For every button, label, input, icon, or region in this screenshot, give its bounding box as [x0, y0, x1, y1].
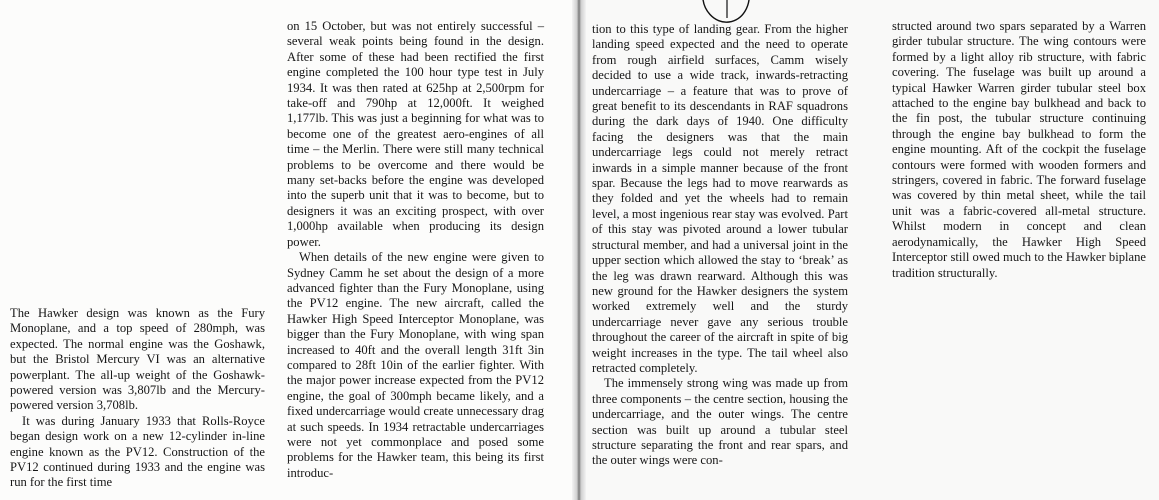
book-gutter: [572, 0, 586, 500]
paragraph: structed around two spars separated by a Warren girder tubular structure. The wing contours were formed by a light alloy rib structure, with fabric covering. The fuselage was built up around a typical Hawker Warren girder tubular steel box attached to the engine bay bulkhead and back to the fin post, the tubular structure continuing through the engine bay bulkhead to form the engine mounting. Aft of the cockpit the fuselage contours were formed with wooden formers and stringers, covered in fabric. The forward fuselage was covered by thin metal sheet, while the tail unit was a fabric-covered all-metal structure. Whilst modern in concept and clean aerodynamically, the Hawker High Speed Interceptor still owed much to the Hawker biplane tradition structurally.: [892, 19, 1146, 280]
text-column-2: [287, 19, 544, 481]
text-column-1: [10, 306, 265, 491]
text-column-4: [892, 19, 1146, 281]
right-page: [582, 0, 1159, 500]
paragraph: tion to this type of landing gear. From the higher landing speed expected and the need to operate from rough airfield surfaces, Camm wisely decided to use a wide track, inwards-retracting undercarriage – a feature that was to prove of great benefit to its descendants in RAF squadrons during the dark days of 1940. One difficulty facing the designers was that the main undercarriage legs could not merely retract inwards in a simple manner because of the front spar. Because the legs had to move rearwards as they folded and yet the wheels had to remain level, a most ingenious rear stay was evolved. Part of this stay was pivoted around a lower tubular structural member, and had a universal joint in the upper section which allowed the stay to ‘break’ as the leg was drawn rearward. Although this was new ground for the Hawker designers the system worked extremely well and the sturdy undercarriage never gave any serious trouble throughout the career of the aircraft in spite of big weight increases in the type. The tail wheel also retracted completely.: [592, 22, 848, 375]
paragraph: The immensely strong wing was made up from three components – the centre section, housing the undercarriage, and the outer wings. The centre section was built up around a tubular steel structure separating the front and rear spars, and the outer wings were con-: [592, 376, 848, 468]
paragraph: The Hawker design was known as the Fury Monoplane, and a top speed of 280mph, was expected. The normal engine was the Goshawk, but the Bristol Mercury VI was an alternative powerplant. The all-up weight of the Goshawk-powered version was 3,807lb and the Mercury-powered version 3,708lb.: [10, 306, 265, 413]
paragraph: It was during January 1933 that Rolls-Royce began design work on a new 12-cylinder in-line engine known as the PV12. Construction of the PV12 continued during 1933 and the engine was run for the first time: [10, 413, 265, 490]
left-page: [0, 0, 576, 500]
paragraph: on 15 October, but was not entirely successful – several weak points being found in the design. After some of these had been rectified the first engine completed the 100 hour type test in July 1934. It was then rated at 625hp at 2,500rpm for take-off and 790hp at 12,000ft. It weighed 1,177lb. This was just a beginning for what was to become one of the greatest aero-engines of all time – the Merlin. There were still many technical problems to be overcome and there would be many set-backs before the engine was developed into the superb unit that it was to become, but to designers it was an exciting prospect, with over 1,000hp available when producing its design power.: [287, 19, 544, 249]
paragraph: When details of the new engine were given to Sydney Camm he set about the design of a more advanced fighter than the Fury Monoplane, using the PV12 engine. The new aircraft, called the Hawker High Speed Interceptor Monoplane, was bigger than the Fury Monoplane, with wing span increased to 40ft and the overall length 31ft 3in compared to 28ft 10in of the earlier fighter. With the major power increase expected from the PV12 engine, the goal of 300mph became likely, and a fixed undercarriage would create unnecessary drag at such speeds. In 1934 retractable undercarriages were not yet commonplace and posed some problems for the Hawker team, this being its first introduc-: [287, 250, 544, 480]
text-column-3: [592, 22, 848, 469]
